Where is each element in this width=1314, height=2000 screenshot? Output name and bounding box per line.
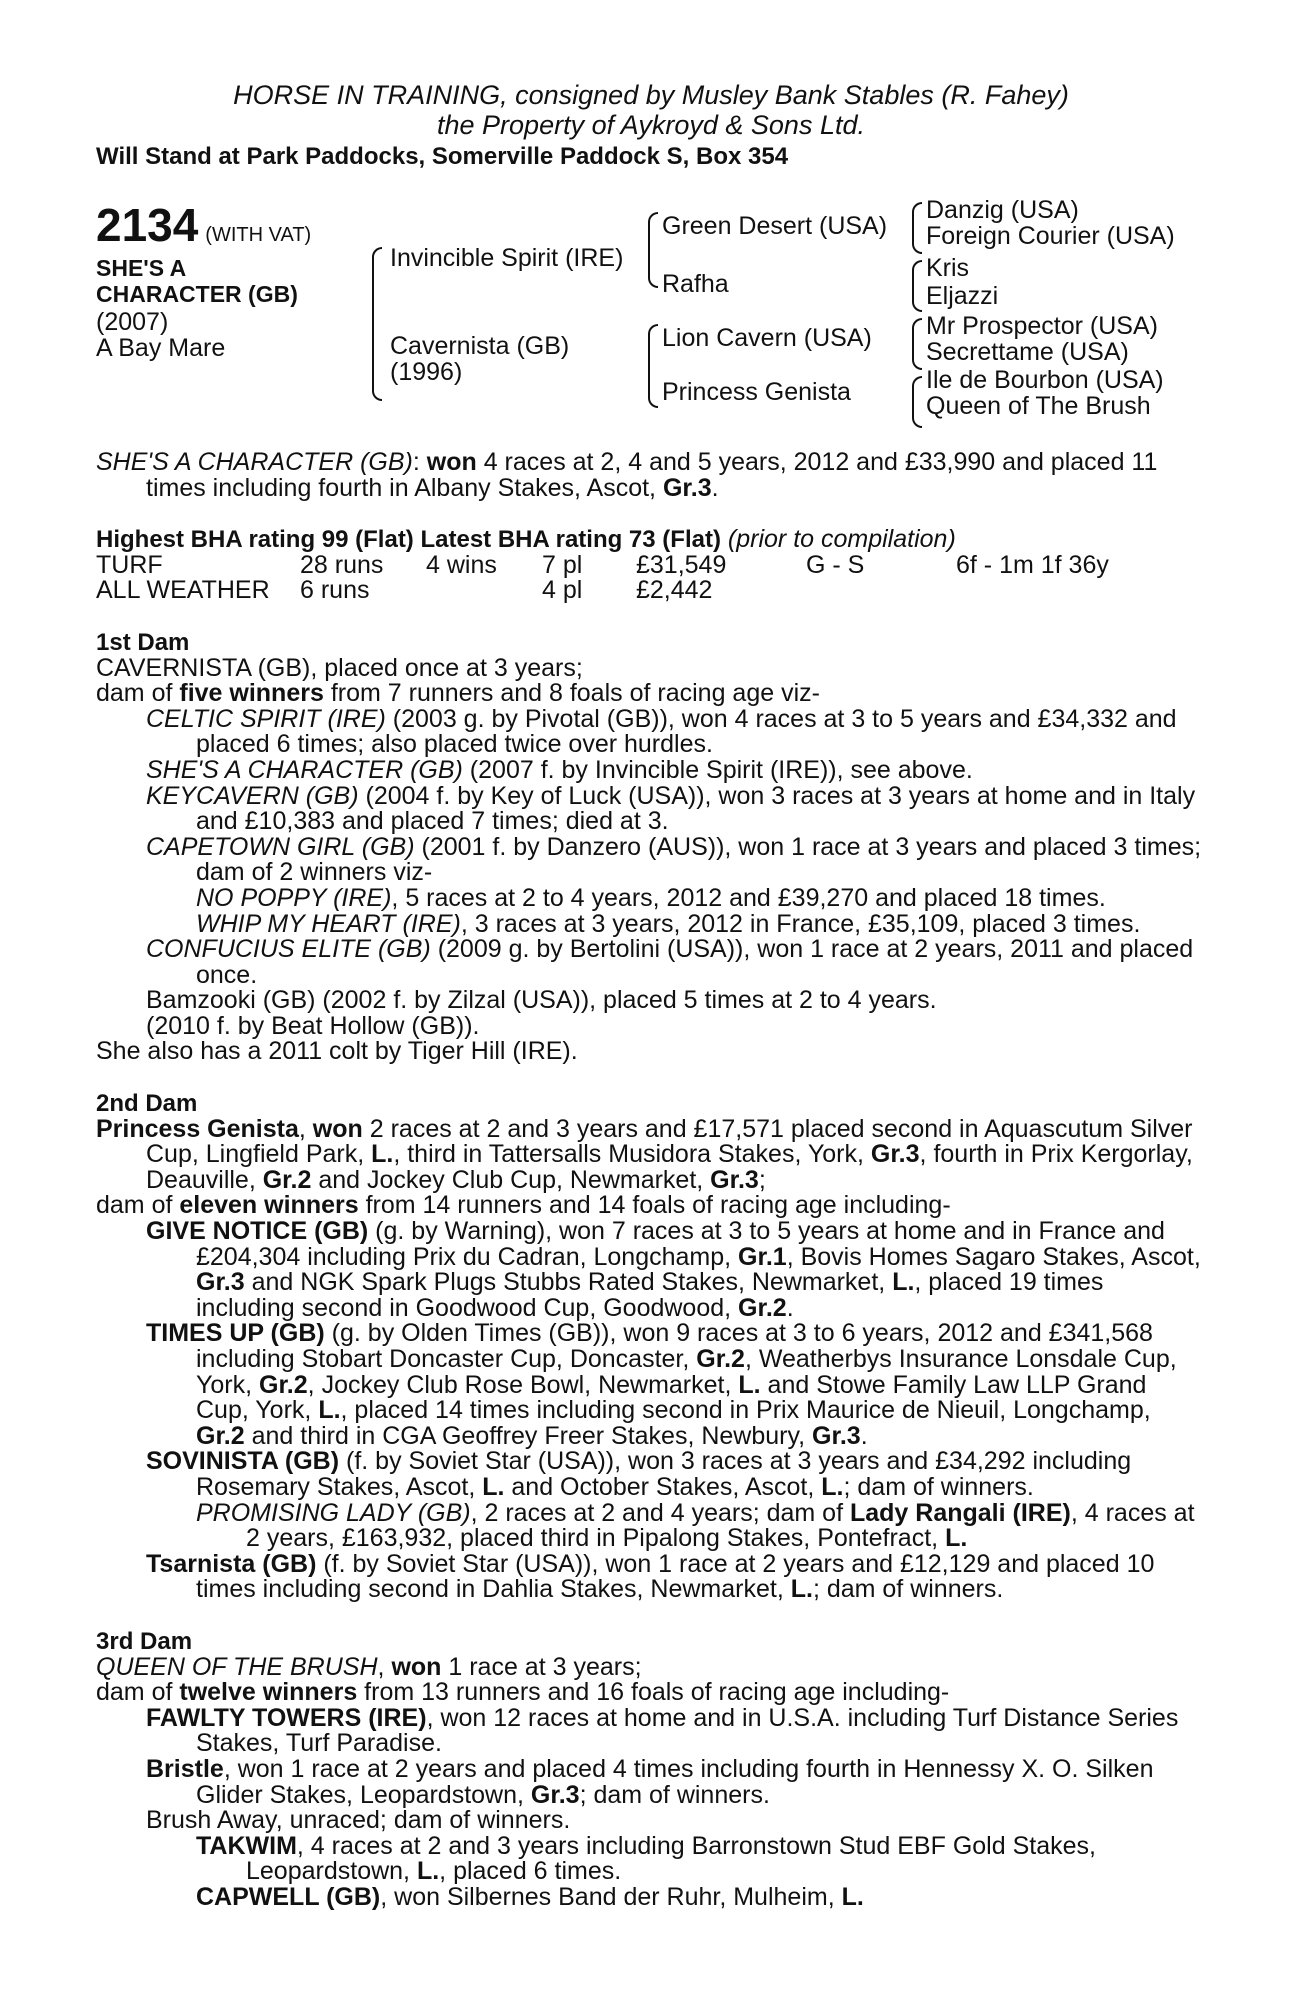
produce-item: CELTIC SPIRIT (IRE) (2003 g. by Pivotal (GB)), won 4 races at 3 to 5 years and £34,332 and placed 6 times; also placed twice over hurdles. [146, 704, 1177, 759]
ss-brace [912, 202, 922, 254]
horse-description: A Bay Mare [96, 334, 226, 362]
rating-note: (prior to compilation) [727, 525, 956, 554]
dam: Cavernista (GB) [390, 332, 570, 360]
dd-brace [912, 376, 922, 428]
produce-item: SHE'S A CHARACTER (GB) (2007 f. by Invincible Spirit (IRE)), see above. [146, 755, 973, 784]
sire-sire: Green Desert (USA) [662, 212, 888, 240]
produce-item: (2010 f. by Beat Hollow (GB)). [146, 1011, 480, 1040]
lot-number: 2134 [96, 199, 199, 251]
vat-note: (WITH VAT) [205, 224, 312, 246]
pedigree-block [96, 196, 1206, 432]
first-dam-title: 1st Dam [96, 628, 190, 656]
grand-produce-item: WHIP MY HEART (IRE), 3 races at 3 years, 2012 in France, £35,109, placed 3 times. [196, 909, 1141, 938]
horse-summary: SHE'S A CHARACTER (GB): won 4 races at 2, 4 and 5 years, 2012 and £33,990 and placed 11 times including fourth in Albany Stakes, Ascot, Gr.3. [96, 448, 1158, 502]
ddd: Queen of The Brush [926, 392, 1151, 420]
sdd: Eljazzi [926, 282, 999, 310]
ssd: Foreign Courier (USA) [926, 222, 1175, 250]
horse-name-line1: SHE'S A [96, 255, 187, 281]
rating-heading: Highest BHA rating 99 (Flat) Latest BHA rating 73 (Flat) [96, 526, 721, 554]
dam-year: (1996) [390, 358, 463, 386]
produce-item: Tsarnista (GB) (f. by Soviet Star (USA)), won 1 race at 2 years and £12,129 and placed 10 times including second in Dahlia Stakes, Newmarket, L.; dam of winners. [146, 1549, 1155, 1604]
ratings-table [96, 550, 1109, 605]
sds: Kris [926, 254, 970, 282]
grand-produce-item: NO POPPY (IRE), 5 races at 2 to 4 years, 2012 and £39,270 and placed 18 times. [196, 883, 1106, 912]
third-dam-section: 3rd Dam QUEEN OF THE BRUSH, won 1 race at 3 years; dam of twelve winners from 13 runners and 16 foals of racing age including- FAWLTY TOWERS (IRE), won 12 races at home and in U.S.A. including Turf Distance Series Stakes, Turf Paradise. Bristle, won 1 race at 2 years and placed 4 times including fourth in Hennessy X. O. Silken Glider Stakes, Leopardstown, Gr.3; dam of winners. Brush Away, unraced; dam of winners. TAKWIM, 4 races at 2 and 3 years including Barronstown Stud EBF Gold Stakes, Leopardstown, L., placed 6 times. CAPWELL (GB), won Silbernes Band der Ruhr, Mulheim, L. [96, 1629, 1206, 1911]
sire-dam: Rafha [662, 270, 729, 298]
third-dam-title: 3rd Dam [96, 1627, 193, 1655]
dam-brace [648, 324, 658, 408]
dds: Ile de Bourbon (USA) [926, 366, 1164, 394]
property-line: the Property of Aykroyd & Sons Ltd. [437, 110, 865, 140]
produce-item: SOVINISTA (GB) (f. by Soviet Star (USA)), won 3 races at 3 years and £34,292 including Rosemary Stakes, Ascot, L. and October Stakes, Ascot, L.; dam of winners. [146, 1447, 1132, 1501]
sss: Danzig (USA) [926, 196, 1079, 224]
sire-brace [648, 212, 658, 288]
sire: Invincible Spirit (IRE) [390, 244, 624, 272]
lot-number-block [96, 199, 312, 251]
produce-item: FAWLTY TOWERS (IRE), won 12 races at home and in U.S.A. including Turf Distance Series Stakes, Turf Paradise. [146, 1703, 1179, 1758]
dsd: Secrettame (USA) [926, 338, 1129, 366]
gen1-brace [372, 247, 382, 401]
produce-item: Brush Away, unraced; dam of winners. [146, 1806, 571, 1835]
ratings-row-turf: TURF 28 runs 4 wins 7 pl £31,549 G - S 6f - 1m 1f 36y [96, 550, 1109, 579]
dss: Mr Prospector (USA) [926, 312, 1158, 340]
produce-item: TIMES UP (GB) (g. by Olden Times (GB)), won 9 races at 3 to 6 years, 2012 and £341,568 including Stobart Doncaster Cup, Doncaster, Gr.2, Weatherbys Insurance Lonsdale Cup, York, Gr.2, Jockey Club Rose Bowl, Newmarket, L. and Stowe Family Law LLP Grand Cup, York, L., placed 14 times including second in Prix Maurice de Nieuil, Longchamp, Gr.2 and third in CGA Geoffrey Freer Stakes, Newbury, Gr.3. [146, 1319, 1177, 1450]
grand-produce-item: PROMISING LADY (GB), 2 races at 2 and 4 years; dam of Lady Rangali (IRE), 4 races at 2 years, £163,932, placed third in Pipalong Stakes, Pontefract, L. [196, 1498, 1195, 1553]
second-dam-record: Princess Genista, won 2 races at 2 and 3 years and £17,571 placed second in Aquascutum Silver Cup, Lingfield Park, L., third in Tattersalls Musidora Stakes, York, Gr.3, fourth in Prix Kergorlay, Deauville, Gr.2 and Jockey Club Cup, Newmarket, Gr.3; [96, 1114, 1193, 1194]
dam-dam: Princess Genista [662, 378, 851, 406]
ratings-section [96, 527, 1206, 604]
grand-produce-item: TAKWIM, 4 races at 2 and 3 years including Barronstown Stud EBF Gold Stakes, Leopardstown, L., placed 6 times. [196, 1831, 1096, 1886]
produce-item: KEYCAVERN (GB) (2004 f. by Key of Luck (USA)), won 3 races at 3 years at home and in Italy and £10,383 and placed 7 times; died at 3. [146, 781, 1196, 836]
ratings-row-all-weather: ALL WEATHER 6 runs 4 pl £2,442 [96, 576, 713, 605]
produce-item: CONFUCIUS ELITE (GB) (2009 g. by Bertolini (USA)), won 1 race at 2 years, 2011 and placed once. [146, 935, 1194, 989]
second-dam-title: 2nd Dam [96, 1090, 198, 1118]
produce-item: CAPETOWN GIRL (GB) (2001 f. by Danzero (AUS)), won 1 race at 3 years and placed 3 times; dam of 2 winners viz- [146, 832, 1202, 887]
horse-name-line2: CHARACTER (GB) [96, 281, 298, 307]
first-dam-section: 1st Dam CAVERNISTA (GB), placed once at 3 years; dam of five winners from 7 runners and 8 foals of racing age viz- CELTIC SPIRIT (IRE) (2003 g. by Pivotal (GB)), won 4 races at 3 to 5 years and £34,332 and placed 6 times; also placed twice over hurdles. SHE'S A CHARACTER (GB) (2007 f. by Invincible Spirit (IRE)), see above. KEYCAVERN (GB) (2004 f. by Key of Luck (USA)), won 3 races at 3 years at home and in Italy and £10,383 and placed 7 times; died at 3. CAPETOWN GIRL (GB) (2001 f. by Danzero (AUS)), won 1 race at 3 years and placed 3 times; dam of 2 winners viz- NO POPPY (IRE), 5 races at 2 to 4 years, 2012 and £39,270 and placed 18 times. WHIP MY HEART (IRE), 3 races at 3 years, 2012 in France, £35,109, placed 3 times. CONFUCIUS ELITE (GB) (2009 g. by Bertolini (USA)), won 1 race at 2 years, 2011 and placed once. Bamzooki (GB) (2002 f. by Zilzal (USA)), placed 5 times at 2 to 4 years. (2010 f. by Beat Hollow (GB)). She also has a 2011 colt by Tiger Hill (IRE). [96, 630, 1206, 1065]
dam-sire: Lion Cavern (USA) [662, 324, 872, 352]
foaling-year: (2007) [96, 308, 169, 336]
grand-produce-item: CAPWELL (GB), won Silbernes Band der Ruhr, Mulheim, L. [196, 1882, 864, 1911]
catalogue-page [96, 80, 1206, 1910]
consignor-line: HORSE IN TRAINING, consigned by Musley Bank Stables (R. Fahey) [233, 80, 1069, 110]
second-dam-section: 2nd Dam Princess Genista, won 2 races at 2 and 3 years and £17,571 placed second in Aquascutum Silver Cup, Lingfield Park, L., third in Tattersalls Musidora Stakes, York, Gr.3, fourth in Prix Kergorlay, Deauville, Gr.2 and Jockey Club Cup, Newmarket, Gr.3; dam of eleven winners from 14 runners and 14 foals of racing age including- GIVE NOTICE (GB) (g. by Warning), won 7 races at 3 to 5 years at home and in France and £204,304 including Prix du Cadran, Longchamp, Gr.1, Bovis Homes Sagaro Stakes, Ascot, Gr.3 and NGK Spark Plugs Stubbs Rated Stakes, Newmarket, L., placed 19 times including second in Goodwood Cup, Goodwood, Gr.2. TIMES UP (GB) (g. by Olden Times (GB)), won 9 races at 3 to 6 years, 2012 and £341,568 including Stobart Doncaster Cup, Doncaster, Gr.2, Weatherbys Insurance Lonsdale Cup, York, Gr.2, Jockey Club Rose Bowl, Newmarket, L. and Stowe Family Law LLP Grand Cup, York, L., placed 14 times including second in Prix Maurice de Nieuil, Longchamp, Gr.2 and third in CGA Geoffrey Freer Stakes, Newbury, Gr.3. SOVINISTA (GB) (f. by Soviet Star (USA)), won 3 races at 3 years and £34,292 including Rosemary Stakes, Ascot, L. and October Stakes, Ascot, L.; dam of winners. PROMISING LADY (GB), 2 races at 2 and 4 years; dam of Lady Rangali (IRE), 4 races at 2 years, £163,932, placed third in Pipalong Stakes, Pontefract, L. Tsarnista (GB) (f. by Soviet Star (USA)), won 1 race at 2 years and £12,129 and placed 10 times including second in Dahlia Stakes, Newmarket, L.; dam of winners. [96, 1091, 1206, 1603]
produce-item: GIVE NOTICE (GB) (g. by Warning), won 7 races at 3 to 5 years at home and in France and £204,304 including Prix du Cadran, Longchamp, Gr.1, Bovis Homes Sagaro Stakes, Ascot, Gr.3 and NGK Spark Plugs Stubbs Rated Stakes, Newmarket, L., placed 19 times including second in Goodwood Cup, Goodwood, Gr.2. [146, 1217, 1201, 1322]
ds-brace [912, 318, 922, 370]
stand-location-line: Will Stand at Park Paddocks, Somerville Paddock S, Box 354 [96, 143, 789, 170]
produce-item: Bristle, won 1 race at 2 years and placed 4 times including fourth in Hennessy X. O. Silken Glider Stakes, Leopardstown, Gr.3; dam of winners. [146, 1754, 1154, 1809]
produce-item: Bamzooki (GB) (2002 f. by Zilzal (USA)), placed 5 times at 2 to 4 years. [146, 986, 937, 1015]
sd-brace [912, 260, 922, 312]
